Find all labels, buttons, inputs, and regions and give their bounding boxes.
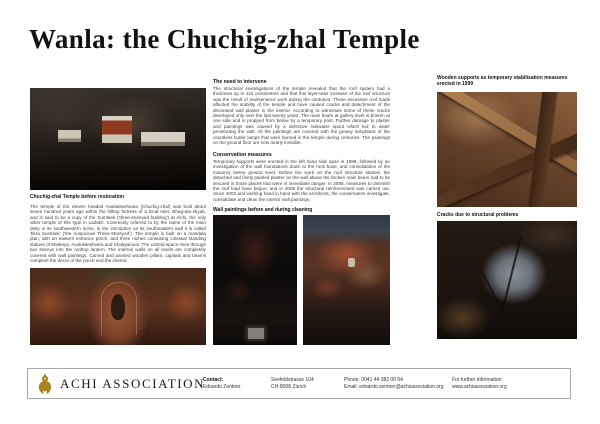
footer-bar <box>27 368 571 399</box>
cracks-caption: Cracks due to structural problems <box>437 212 519 218</box>
email-address: Email: edoardo.zentner@achiassociation.org <box>344 383 444 390</box>
contact-name: Edoardo Zentner <box>203 383 241 390</box>
organisation-name: ACHI ASSOCIATION <box>60 376 206 391</box>
photo-detail-fort <box>58 130 81 142</box>
achi-association-logo-icon <box>36 372 54 396</box>
need-to-intervene-heading: The need to intervene <box>213 79 267 85</box>
footer-info-block <box>452 377 507 391</box>
photo-detail-rocks <box>30 155 206 190</box>
photo-detail-light-patch <box>248 328 264 339</box>
wall-painting-mural-photo <box>30 268 206 345</box>
temple-history-paragraph: The temple of the eleven headed Avalokiteshvara (Chuchig-zhal) was built about seven hundred years ago within the hilltop fortress of a local ruler, Bhag-dar-skyab, and is said to be a copy of the Sumtsek ('three-storeyed building') at Alchi, the only other temple of this type in Ladakh. Commonly referred to by the name of the main deity in its southwestern niche, in the inscription on its southeastern wall it is called 'bkra Sumtsek' ('the Auspicious Three-Storeyed'). The temple is built on a mandala plan, with an eastern entrance porch, and three niches containing colossal standing statues of Maitreya, Avalokiteshvara and Shakyamuni. The central space rises through two storeys into the rooftop lantern. The internal walls on all levels are completely covered with wall paintings. Carved and painted wooden pillars, capitals and beams complete the decor of the porch and the interior. <box>30 204 206 264</box>
painting-during-cleaning-photo <box>303 215 390 345</box>
need-to-intervene-paragraph: The structural investigations of the temple revealed that the roof system had a thickness up to 110 centimetres and that this layer-wise increase of the roof structure was the result of maintenance work during the centuries. These excessive roof loads affected the stability of the temple and have caused cracks and detachment of the decorated wall plaster in the interior. According to witnesses some of these cracks developed only over the last twenty years. The main beam at gallery level is broken at one side and is propped from below by a temporary post. Further damage to plaster and paintings was caused by a defective rainwater spout which led to water penetrating the wall. All the paintings are covered with the greasy lampblack of the countless butter lamps that were burned in the temple during centuries. The paintings on the ground floor are now nearly invisible. <box>213 86 390 146</box>
photo-detail-red-temple <box>102 116 132 144</box>
footer-contact-block <box>203 377 241 391</box>
photo-detail-crack <box>481 271 508 319</box>
painting-before-cleaning-photo <box>213 215 297 345</box>
photo-detail-white-building <box>141 132 185 146</box>
photo-detail-deity-figure <box>111 294 125 320</box>
address-street: Seefeldstrasse 104 <box>271 377 314 383</box>
website-url: www.achiassociation.org <box>452 383 507 390</box>
address-city: CH-8008 Zürich <box>271 383 307 390</box>
further-information-label: For further information: <box>452 377 503 383</box>
contact-label: Contact: <box>203 377 224 383</box>
page-title: Wanla: the Chuchig-zhal Temple <box>29 24 420 54</box>
structural-cracks-photo <box>437 221 577 339</box>
photo-detail-cleaned-fleck <box>348 258 355 267</box>
footer-phone-block <box>344 377 444 391</box>
temple-photo-caption: Chuchig-zhal Temple before restoration <box>30 194 125 200</box>
photo-detail-crack <box>500 236 522 317</box>
footer-address-block <box>271 377 314 391</box>
wooden-supports-photo <box>437 92 577 207</box>
wall-paintings-caption: Wall paintings before and during cleaning <box>213 207 313 213</box>
temple-before-restoration-photo <box>30 88 206 190</box>
phone-number: Phone: 0041 44 382 00 54 <box>344 377 403 383</box>
wooden-supports-caption: Wooden supports as temporary stabilisation measures erected in 1999 <box>437 75 568 87</box>
conservation-measures-paragraph: Temporary supports were erected in the left hand side apse in 1999, followed by an investigation of the wall foundations down to the rock base, and consolidation of the masonry below ground level. Before the work on the roof structure started, the detached and finely painted plaster on the wall above the broken main beam had to be secured in those places that were in immediate danger. In 2006, measures to diminish the roof load have begun, and in 2008 the structural reinforcement was carried out. Since 2003 and working hand in hand with the architects, the conservators investigate, consolidate and clean the interior wall paintings. <box>213 159 390 202</box>
conservation-measures-heading: Conservation measures <box>213 152 272 158</box>
